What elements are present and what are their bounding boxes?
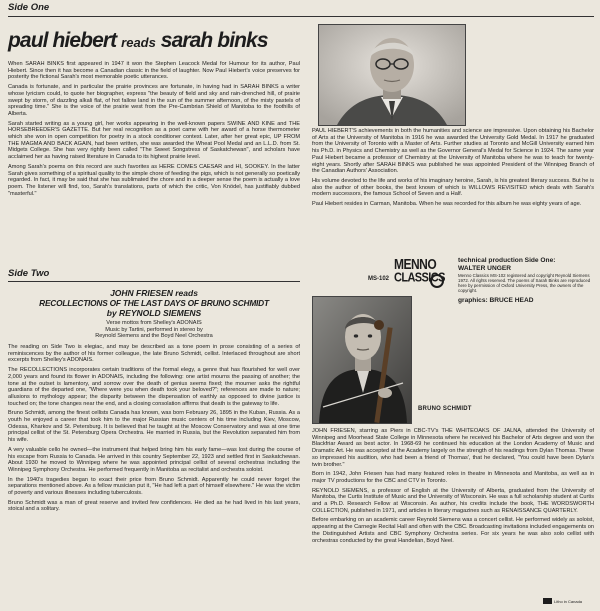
graphics-credit: graphics: BRUCE HEAD <box>458 297 534 305</box>
performer-bio-paragraph: Born in 1942, John Friesen has had many featured roles in theatre in Minnesota and Manitoba, as well as in major TV productions for the CBC and CTV in Toronto. <box>312 471 594 484</box>
side-one-paragraph: Among Sarah's poems on this record are such favorites as HERE COMES CAESAR and HI, SOOKEY. In the latter Sarah gives something of a spiritual quality to the simple chore of feeding the pigs, which is not generally so poetically regarded. In fact, it may be said that she has sublimated the chore and in a deeper sense the poem is actually a love poem. The listener will find, too, Sarah's translations, parts of which the critic, Von Knödel, has justifiably dubbed "masterful." <box>8 163 300 197</box>
side-two-title-line1: JOHN FRIESEN reads <box>110 288 198 298</box>
bruno-schmidt-portrait-image <box>313 297 411 423</box>
printer-logo-icon <box>543 598 552 604</box>
catalog-number: MS-102 <box>368 276 390 282</box>
side-one-paragraph: When SARAH BINKS first appeared in 1947 it won the Stephen Leacock Medal for Humour for its author, Paul Hiebert. Since then it has become a Canadian classic in the field of laughter. Now Paul Hiebert's voice preserves for posterity the fictional Sarah's most memorable poetic utterances. <box>8 61 300 81</box>
logo-top-text: MENNO <box>394 255 437 273</box>
side-two-paragraph: Bruno Schmidt was a man of great reserve and invited few confidences. He died as he had lived in his last years, stoical and a solitary. <box>8 499 300 513</box>
technical-name: WALTER UNGER <box>458 264 511 272</box>
side-one-rule <box>8 16 594 17</box>
side-two-paragraph: The reading on Side Two is elegiac, and may be described as a tone poem in prose consisting of a series of reminiscences by the author of his former colleague, the late Bruno Schmidt, cellist. Interlaced throughout are short excerpts from Shelley's ADONAIS. <box>8 344 300 364</box>
title-subject: sarah binks <box>160 29 268 52</box>
side-two-credits <box>8 320 300 340</box>
side-one-title <box>8 30 268 54</box>
technical-heading: technical production Side One: <box>458 257 556 264</box>
hiebert-bio-paragraph: PAUL HIEBERT'S achievements in both the humanities and science are impressive. Upon obtaining his Bachelor of Arts at the University of Manitoba in 1916 he was awarded the University Gold Medal. In 1917 he graduated from the University of Toronto with a Master of Arts. Further studies at Toronto and McGill University earned him his Ph.D. in Physics and Chemistry as well as the Governor General's Medal for Science in 1924. The same year Paul Hiebert became a professor of Chemistry at the University of Manitoba where he was to teach for twenty-eight years. Shortly after SARAH BINKS was published he was appointed President of the Winnipeg Branch of the Canadian Authors' Association. <box>312 128 594 175</box>
side-one-left-column <box>8 61 300 200</box>
side-one-paragraph: Canada is fortunate, and in particular the prairie provinces are fortunate, in having had in SARAH BINKS a writer whose lyricism could, to quote her biographer, express "the beauty of field and sky and rain-drenched hill, of prairie swept by storm, of dazzling alkali flat, of hot fallow land in the sun of the summer afternoon, of the misty pastels of spreading time." She is the voice of the prairie west from the Pre-Cambrian Shield of Manitoba to the foothills of Alberta. <box>8 84 300 117</box>
side-one-label: Side One <box>8 2 50 13</box>
side-two-title-block <box>8 288 300 340</box>
side-two-paragraph: A very valuable cello he owned—the instrument that helped bring him his early fame—was lost during the course of his escape from Russia to Canada. He arrived in this country September 22, 1923 and settled first in Saskatchewan. About 1930 he moved to Winnipeg where he was appointed principal cellist of several orchestras including the Winnipeg Symphony Orchestra. He performed frequently in Manitoba as recitalist and orchestra soloist. <box>8 446 300 473</box>
performer-bio-paragraph: REYNOLD SIEMENS, a professor of English at the University of Alberta, graduated from the University of Manitoba, the Curtis Institute of Music and the University of Wisconsin. He was a full scholarship student at Curtis and a Ph.D. Research Fellow at Wisconsin. As author, his credits include the book, THE WORDSWORTH COLLECTION, published in 1971, and articles in literary magazines such as RENAISSANCE QUARTERLY. <box>312 487 594 514</box>
side-two-left-column <box>8 344 300 516</box>
technical-production-block <box>458 257 596 305</box>
side-two-paragraph: Bruno Schmidt, among the finest cellists Canada has known, was born February 26, 1895 in the Kuban, Russia. As a youth he enjoyed a career that took him to the major Russian music centers of his time including Kiev, Moscow, Odessa, Kharkov and St. Petersburg. It is believed that he taught at the Moscow Conservatory and was at one time principal cellist of the St. Petersburg Opera Orchestra. He married in Russia, but the Revolution separated him from his wife. <box>8 410 300 444</box>
litho-mark <box>543 598 582 604</box>
side-two-title-line3: by REYNOLD SIEMENS <box>106 308 202 318</box>
side-two-paragraph: The RECOLLECTIONS incorporates certain traditions of the formal elegy, a genre that has flourished for well over 2,000 years and found its flower in ADONAIS, including the following: one artist mourns the passing of another; the tone at the outset is lamentory, and sorrow over the death of genius seems fixed; the mourner asks the rightful guardians of the departed one, "Where were you when death took your beloved?"; references are made to nature; allusions to mythology appear; the disparity between the dispensation of earthly as opposed to divine justice is touched on; the tone changes near the end, and a closing consolation affirms that death is the gateway to life. <box>8 367 300 407</box>
litho-text: Litho in Canada <box>554 598 583 604</box>
side-two-title-line2: RECOLLECTIONS OF THE LAST DAYS OF BRUNO SCHMIDT <box>39 298 269 308</box>
side-two-paragraph: In the 1940's tragedies began to exact their price from Bruno Schmidt. Apparently he could never forget the separations mentioned above. As a fellow musician put it, "He had left a part of himself elsewhere." He was the victim of poverty and various illnesses including tuberculosis. <box>8 476 300 497</box>
side-two-right-column <box>312 428 594 547</box>
credit-line: Verse mottos from Shelley's ADONAIS <box>106 320 202 326</box>
side-one-right-column <box>312 128 594 211</box>
paul-hiebert-portrait-image <box>319 25 465 125</box>
bruno-schmidt-photo <box>312 296 412 424</box>
side-two-label: Side Two <box>8 268 50 279</box>
side-one-paragraph: Sarah started writing as a young girl, her works appearing in the well-known papers SWINE AND KINE and THE HORSEBREEDER'S GAZETTE. But her real recognition as a poet came with her award of a horse thermometer which she won in open competition for poetry in a stock conditioner contest. Later, after her great epic, UP FROM THE MAGMA AND BACK AGAIN, had been written, she was awarded the Wheat Pool Medal and an L.L.D. from St. Midgets College. She has very rightly been called "The Sweet Songstress of Saskatchewan", and scholars have acclaimed her as having raised literature in Canada to its highest prairie level. <box>8 120 300 161</box>
logo-disc-icon <box>430 274 444 288</box>
side-two-rule <box>8 281 300 282</box>
logo-bottom-text: CLASSICS <box>394 270 445 286</box>
title-author: paul hiebert <box>8 29 117 52</box>
performer-bio-paragraph: Before embarking on an academic career Reynold Siemens was a concert cellist. He performed widely as soloist, appearing at the Carnegie Recital Hall and often with the CBC. Broadcasting invitations included engagements on the Distinguished Artists and CBC Symphony Orchestra series. For six years he was also solo cellist with orchestras conducted by the great Handelian, Boyd Neel. <box>312 517 594 544</box>
credit-line: Reynold Siemens and the Boyd Neel Orchestra <box>95 333 213 340</box>
title-reads: reads <box>121 35 156 50</box>
hiebert-bio-paragraph: Paul Hiebert resides in Carman, Manitoba. When he was recorded for this album he was eighty years of age. <box>312 201 582 208</box>
bruno-schmidt-caption: BRUNO SCHMIDT <box>418 406 472 412</box>
hiebert-bio-paragraph: His volume devoted to the life and works of his imaginary heroine, Sarah, is his greatest literary success. But he is also the author of other books, the best known of which is WILLOWS REVISITED which deals with Sarah's modern successors, the famous School of Seven and a Half. <box>312 177 594 198</box>
credit-line: Music by Tartini, performed in stereo by <box>105 326 203 333</box>
performer-bio-paragraph: JOHN FRIESEN, starring as Piers in CBC-TV's THE WHITEOAKS OF JALNA, attended the University of Winnipeg and Moorhead State College in Minnesota where he received his Bachelor of Arts degree and won the Blackfriar Award as best actor. In 1968-69 he continued his education at the London Academy of Music and Dramatic Art. He was accepted at the Academy largely on the strength of his readings from Dylan Thomas. These so impressed his audition, who had been a friend of Thomas', that he declared, "You could have been Dylan's twin brother." <box>312 428 594 468</box>
copyright-credit: Menno Classics MS-102 registered and copyright Reynold Siemens 1972. All rights reserved. The poems of Sarah Binks are reproduced here by permission of Oxford University Press, the owners of the copyright. <box>458 273 591 294</box>
menno-classics-logo <box>394 255 450 290</box>
paul-hiebert-photo <box>318 24 466 126</box>
